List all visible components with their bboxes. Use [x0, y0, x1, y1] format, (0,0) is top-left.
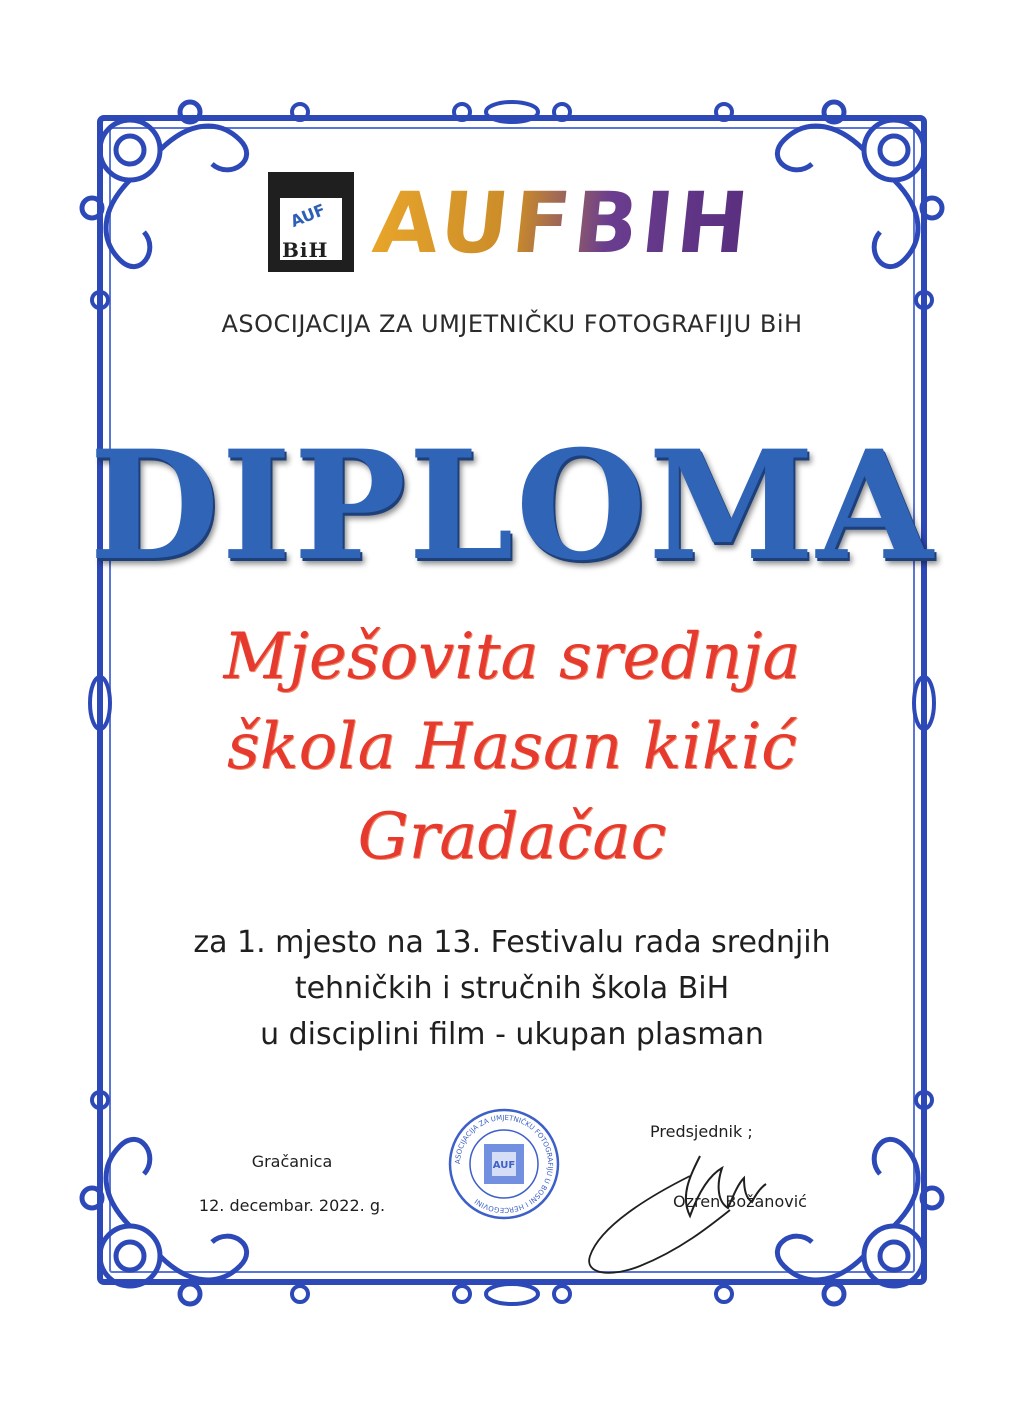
recipient-line: Mješovita srednja: [223, 620, 801, 694]
badge-top-text: AUF: [287, 199, 329, 232]
badge-bottom-text: BiH: [282, 238, 329, 262]
issue-date: 12. decembar. 2022. g.: [198, 1196, 386, 1215]
auf-bih-badge-icon: [268, 172, 354, 272]
handwritten-signature: [560, 1136, 810, 1286]
official-stamp: [446, 1106, 562, 1222]
signature-title: Predsjednik ;: [650, 1122, 753, 1141]
recipient-line: Gradačac: [357, 800, 667, 874]
auf-bih-logo: [268, 172, 758, 282]
award-line: tehničkih i stručnih škola BiH: [294, 971, 730, 1006]
stamp-center-text: AUF: [492, 1160, 516, 1171]
corner-ornament-top-right: [777, 102, 942, 267]
stamp-ring-text: ASOCIJACIJA ZA UMJETNIČKU FOTOGRAFIJU U BOSNI I HERCEGOVINI: [453, 1113, 555, 1215]
recipient-line: škola Hasan kikić: [227, 710, 797, 784]
auf-bih-wordmark: AUFBIH: [368, 174, 757, 272]
issue-place: Gračanica: [251, 1152, 333, 1171]
edge-ornament-bottom: [292, 1284, 732, 1304]
award-line: za 1. mjesto na 13. Festivalu rada srednjih: [193, 925, 831, 960]
diploma-heading: DIPLOMA: [89, 418, 935, 594]
award-description: [0, 920, 1024, 1058]
association-name: ASOCIJACIJA ZA UMJETNIČKU FOTOGRAFIJU BiH: [221, 310, 803, 338]
corner-ornament-top-left: [82, 102, 247, 267]
award-line: u disciplini film - ukupan plasman: [260, 1017, 764, 1052]
signatory-name: Ozren Božanović: [673, 1192, 807, 1211]
recipient-name: [0, 612, 1024, 882]
